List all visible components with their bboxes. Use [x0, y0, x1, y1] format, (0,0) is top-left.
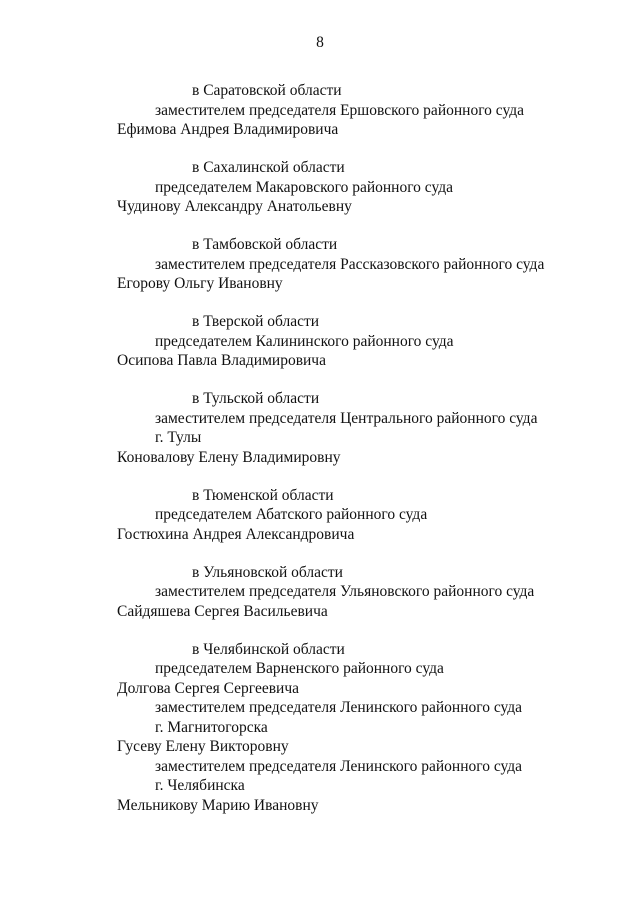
- region-section: [0, 486, 640, 545]
- court-position: г. Тулы: [155, 429, 202, 446]
- appointee-name: Коновалову Елену Владимировну: [117, 448, 341, 466]
- region-heading: в Тамбовской области: [192, 236, 338, 253]
- appointee-name: Гусеву Елену Викторовну: [117, 738, 289, 755]
- region-section: [0, 81, 640, 140]
- court-position: председателем Калининского районного суда: [155, 332, 454, 350]
- section-spacer: [0, 467, 640, 486]
- section-spacer: [0, 544, 640, 563]
- section-spacer: [0, 621, 640, 640]
- region-section: [0, 389, 640, 467]
- court-position: председателем Макаровского районного суда: [155, 178, 454, 196]
- appointments-list: [0, 81, 640, 815]
- appointee-name: Сайдяшева Сергея Васильевича: [117, 602, 328, 620]
- region-heading: в Саратовской области: [192, 82, 342, 99]
- region-section: [0, 563, 640, 622]
- section-spacer: [0, 371, 640, 390]
- region-heading: в Тульской области: [192, 390, 320, 407]
- court-position: г. Челябинска: [155, 777, 245, 794]
- section-spacer: [0, 294, 640, 313]
- court-position: заместителем председателя Ульяновского районного суда: [155, 583, 535, 600]
- page-number: 8: [316, 34, 324, 51]
- section-spacer: [0, 140, 640, 159]
- court-position: заместителем председателя Рассказовского районного суда: [155, 255, 545, 273]
- appointee-name: Мельникову Марию Ивановну: [117, 796, 319, 814]
- region-heading: в Челябинской области: [192, 640, 345, 658]
- region-heading: в Тюменской области: [192, 486, 334, 504]
- appointee-name: Егорову Ольгу Ивановну: [117, 275, 283, 292]
- appointee-name: Долгова Сергея Сергеевича: [117, 679, 299, 697]
- region-section: [0, 235, 640, 294]
- appointee-name: Осипова Павла Владимировича: [117, 352, 326, 369]
- region-heading: в Сахалинской области: [192, 159, 345, 176]
- court-position: председателем Варненского районного суда: [155, 660, 444, 677]
- region-section: [0, 640, 640, 816]
- court-position: заместителем председателя Центрального районного суда: [155, 409, 538, 427]
- court-position: заместителем председателя Ленинского районного суда: [155, 757, 523, 775]
- region-heading: в Ульяновской области: [192, 563, 343, 581]
- court-position: заместителем председателя Ершовского районного суда: [155, 101, 525, 119]
- region-heading: в Тверской области: [192, 313, 320, 330]
- court-position: заместителем председателя Ленинского районного суда: [155, 699, 523, 716]
- court-position: председателем Абатского районного суда: [155, 506, 428, 523]
- appointee-name: Чудинову Александру Анатольевну: [117, 198, 352, 215]
- region-section: [0, 312, 640, 371]
- appointee-name: Гостюхина Андрея Александровича: [117, 525, 355, 543]
- court-position: г. Магнитогорска: [155, 718, 268, 736]
- section-spacer: [0, 217, 640, 236]
- region-section: [0, 158, 640, 217]
- appointee-name: Ефимова Андрея Владимировича: [117, 121, 339, 138]
